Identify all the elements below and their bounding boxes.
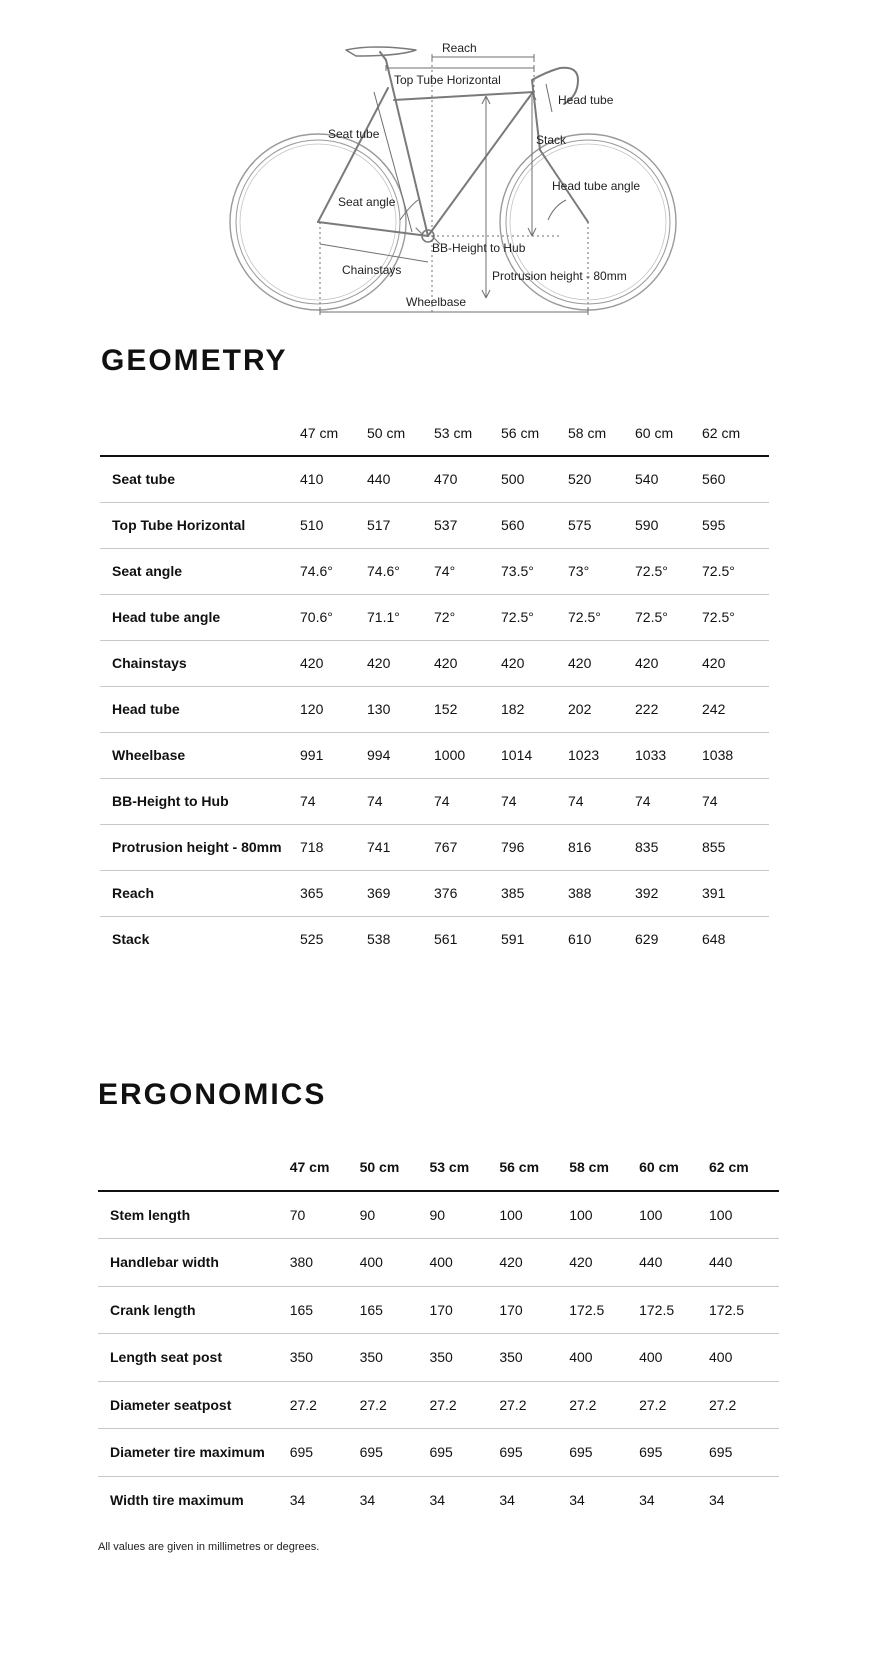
header-size: 56 cm <box>501 410 568 456</box>
table-cell: 470 <box>434 456 501 502</box>
table-cell: 1014 <box>501 732 568 778</box>
table-cell: 73.5° <box>501 548 568 594</box>
table-cell: 537 <box>434 502 501 548</box>
table-cell: 72.5° <box>635 548 702 594</box>
table-cell: 73° <box>568 548 635 594</box>
table-cell: 400 <box>569 1334 639 1382</box>
label-wheelbase: Wheelbase <box>406 295 467 309</box>
table-cell: 388 <box>568 870 635 916</box>
label-protrusion-height: Protrusion height - 80mm <box>492 269 627 283</box>
table-cell: 410 <box>300 456 367 502</box>
table-cell: 170 <box>499 1286 569 1334</box>
row-label: Crank length <box>98 1286 290 1334</box>
table-cell: 994 <box>367 732 434 778</box>
table-row <box>100 870 769 916</box>
header-empty <box>98 1143 290 1191</box>
table-row <box>98 1239 779 1287</box>
row-label: Top Tube Horizontal <box>100 502 300 548</box>
table-row <box>100 456 769 502</box>
table-cell: 74° <box>434 548 501 594</box>
row-label: Stem length <box>98 1191 290 1239</box>
footnote: All values are given in millimetres or degrees. <box>98 1541 320 1553</box>
table-row <box>98 1191 779 1239</box>
row-label: Wheelbase <box>100 732 300 778</box>
table-cell: 695 <box>499 1429 569 1477</box>
label-reach: Reach <box>442 41 477 55</box>
table-cell: 27.2 <box>639 1381 709 1429</box>
table-cell: 695 <box>429 1429 499 1477</box>
bike-geometry-diagram <box>0 0 895 320</box>
table-cell: 74 <box>300 778 367 824</box>
table-cell: 420 <box>635 640 702 686</box>
table-cell: 74 <box>501 778 568 824</box>
table-cell: 560 <box>501 502 568 548</box>
table-cell: 172.5 <box>709 1286 779 1334</box>
table-row <box>100 502 769 548</box>
table-cell: 440 <box>639 1239 709 1287</box>
table-row <box>98 1286 779 1334</box>
table-cell: 152 <box>434 686 501 732</box>
table-cell: 27.2 <box>499 1381 569 1429</box>
table-cell: 70 <box>290 1191 360 1239</box>
table-cell: 520 <box>568 456 635 502</box>
header-size: 60 cm <box>639 1143 709 1191</box>
header-size: 53 cm <box>434 410 501 456</box>
label-stack: Stack <box>536 133 567 147</box>
table-cell: 796 <box>501 824 568 870</box>
header-size: 62 cm <box>709 1143 779 1191</box>
table-cell: 376 <box>434 870 501 916</box>
table-cell: 165 <box>360 1286 430 1334</box>
table-cell: 648 <box>702 931 726 948</box>
table-cell: 74.6° <box>300 548 367 594</box>
table-cell: 34 <box>499 1492 515 1508</box>
table-cell: 90 <box>360 1191 430 1239</box>
table-cell: 130 <box>367 686 434 732</box>
header-size: 50 cm <box>360 1143 430 1191</box>
table-cell: 172.5 <box>569 1286 639 1334</box>
table-cell: 440 <box>709 1239 779 1287</box>
table-cell: 1033 <box>635 732 702 778</box>
table-cell: 170 <box>429 1286 499 1334</box>
table-cell: 991 <box>300 732 367 778</box>
table-cell: 391 <box>702 870 769 916</box>
row-label: Seat angle <box>100 548 300 594</box>
table-cell: 610 <box>568 931 592 948</box>
table-cell: 202 <box>568 686 635 732</box>
table-cell: 835 <box>635 824 702 870</box>
row-label: Stack <box>112 931 150 948</box>
table-cell: 72.5° <box>501 594 568 640</box>
row-label: Head tube angle <box>100 594 300 640</box>
geometry-table <box>100 410 769 962</box>
table-cell: 575 <box>568 502 635 548</box>
table-cell: 74.6° <box>367 548 434 594</box>
row-label: Handlebar width <box>98 1239 290 1287</box>
table-cell: 695 <box>569 1429 639 1477</box>
table-cell: 525 <box>300 931 324 948</box>
table-row <box>98 1476 779 1524</box>
table-cell: 350 <box>499 1334 569 1382</box>
table-cell: 561 <box>434 931 458 948</box>
table-cell: 165 <box>290 1286 360 1334</box>
table-cell: 695 <box>639 1429 709 1477</box>
table-cell: 420 <box>569 1239 639 1287</box>
table-cell: 72.5° <box>568 594 635 640</box>
label-bb-height-to-hub: BB-Height to Hub <box>432 241 526 255</box>
table-cell: 182 <box>501 686 568 732</box>
table-cell: 517 <box>367 502 434 548</box>
label-seat-tube: Seat tube <box>328 127 380 141</box>
table-cell: 369 <box>367 870 434 916</box>
table-cell: 71.1° <box>367 594 434 640</box>
table-cell: 538 <box>367 931 391 948</box>
table-cell: 420 <box>702 640 769 686</box>
table-cell: 100 <box>569 1191 639 1239</box>
table-cell: 420 <box>568 640 635 686</box>
table-row <box>100 824 769 870</box>
table-cell: 595 <box>702 502 769 548</box>
table-cell: 27.2 <box>429 1381 499 1429</box>
table-cell: 816 <box>568 824 635 870</box>
table-cell: 27.2 <box>569 1381 639 1429</box>
table-cell: 72.5° <box>635 594 702 640</box>
table-cell: 629 <box>635 931 659 948</box>
table-cell: 540 <box>635 456 702 502</box>
table-cell: 767 <box>434 824 501 870</box>
header-size: 47 cm <box>290 1143 360 1191</box>
table-cell: 365 <box>300 870 367 916</box>
header-size: 60 cm <box>635 410 702 456</box>
table-cell: 70.6° <box>300 594 367 640</box>
row-label: Seat tube <box>100 456 300 502</box>
table-cell: 392 <box>635 870 702 916</box>
table-cell: 695 <box>290 1429 360 1477</box>
table-cell: 74 <box>434 778 501 824</box>
table-row <box>100 686 769 732</box>
table-cell: 72.5° <box>702 548 769 594</box>
table-cell: 420 <box>367 640 434 686</box>
table-row <box>100 778 769 824</box>
label-top-tube-horizontal: Top Tube Horizontal <box>394 73 501 87</box>
table-cell: 695 <box>360 1429 430 1477</box>
table-cell: 385 <box>501 870 568 916</box>
table-cell: 1023 <box>568 732 635 778</box>
header-size: 53 cm <box>429 1143 499 1191</box>
geometry-title: GEOMETRY <box>101 344 288 377</box>
table-cell: 350 <box>429 1334 499 1382</box>
table-cell: 400 <box>429 1239 499 1287</box>
table-cell: 100 <box>499 1191 569 1239</box>
table-cell: 27.2 <box>709 1381 779 1429</box>
table-cell: 74 <box>635 778 702 824</box>
table-cell: 34 <box>709 1492 725 1508</box>
row-label: Diameter seatpost <box>98 1381 290 1429</box>
header-size: 56 cm <box>499 1143 569 1191</box>
table-cell: 400 <box>639 1334 709 1382</box>
table-cell: 718 <box>300 824 367 870</box>
label-head-tube: Head tube <box>558 93 614 107</box>
table-cell: 172.5 <box>639 1286 709 1334</box>
table-cell: 34 <box>289 1492 306 1508</box>
table-row <box>100 594 769 640</box>
table-cell: 1038 <box>702 732 769 778</box>
table-cell: 34 <box>359 1492 376 1508</box>
table-cell: 380 <box>290 1239 360 1287</box>
row-label: Length seat post <box>98 1334 290 1382</box>
row-label: Diameter tire maximum <box>98 1429 290 1477</box>
table-cell: 222 <box>635 686 702 732</box>
table-cell: 34 <box>429 1492 446 1508</box>
table-cell: 27.2 <box>360 1381 430 1429</box>
table-row <box>98 1381 779 1429</box>
table-cell: 350 <box>290 1334 360 1382</box>
row-label: Head tube <box>100 686 300 732</box>
table-cell: 440 <box>367 456 434 502</box>
table-cell: 74 <box>702 778 769 824</box>
table-cell: 560 <box>702 456 769 502</box>
ergonomics-table <box>98 1143 779 1524</box>
row-label: Chainstays <box>100 640 300 686</box>
table-row <box>100 548 769 594</box>
geometry-header-row <box>100 410 769 456</box>
row-label: BB-Height to Hub <box>100 778 300 824</box>
header-size: 62 cm <box>702 410 769 456</box>
table-cell: 34 <box>569 1492 585 1508</box>
table-cell: 510 <box>300 502 367 548</box>
label-seat-angle: Seat angle <box>338 195 396 209</box>
table-cell: 72.5° <box>702 594 769 640</box>
table-cell: 27.2 <box>290 1381 360 1429</box>
row-label: Protrusion height - 80mm <box>100 824 300 870</box>
table-row <box>100 916 769 962</box>
table-cell: 500 <box>501 456 568 502</box>
table-cell: 590 <box>635 502 702 548</box>
table-row <box>98 1334 779 1382</box>
ergonomics-title: ERGONOMICS <box>98 1078 327 1111</box>
table-cell: 855 <box>702 824 769 870</box>
table-cell: 242 <box>702 686 769 732</box>
table-cell: 400 <box>709 1334 779 1382</box>
table-cell: 400 <box>360 1239 430 1287</box>
row-label: Reach <box>100 870 300 916</box>
table-cell: 350 <box>360 1334 430 1382</box>
table-cell: 420 <box>501 640 568 686</box>
table-cell: 72° <box>434 594 501 640</box>
table-row <box>100 732 769 778</box>
table-row <box>100 640 769 686</box>
ergonomics-header-row <box>98 1143 779 1191</box>
table-cell: 100 <box>709 1191 779 1239</box>
table-cell: 741 <box>367 824 434 870</box>
header-size: 58 cm <box>569 1143 639 1191</box>
label-head-tube-angle: Head tube angle <box>552 179 641 193</box>
header-size: 58 cm <box>568 410 635 456</box>
table-cell: 74 <box>367 778 434 824</box>
table-cell: 420 <box>434 640 501 686</box>
table-cell: 695 <box>709 1429 779 1477</box>
header-size: 50 cm <box>367 410 434 456</box>
table-cell: 591 <box>501 931 525 948</box>
table-cell: 120 <box>300 686 367 732</box>
row-label: Width tire maximum <box>110 1492 244 1508</box>
table-cell: 420 <box>499 1239 569 1287</box>
header-empty <box>100 410 300 456</box>
table-row <box>98 1429 779 1477</box>
table-cell: 100 <box>639 1191 709 1239</box>
header-size: 47 cm <box>300 410 367 456</box>
table-cell: 74 <box>568 778 635 824</box>
table-cell: 1000 <box>434 732 501 778</box>
table-cell: 34 <box>639 1492 655 1508</box>
table-cell: 420 <box>300 640 367 686</box>
label-chainstays: Chainstays <box>342 263 402 277</box>
table-cell: 90 <box>429 1191 499 1239</box>
